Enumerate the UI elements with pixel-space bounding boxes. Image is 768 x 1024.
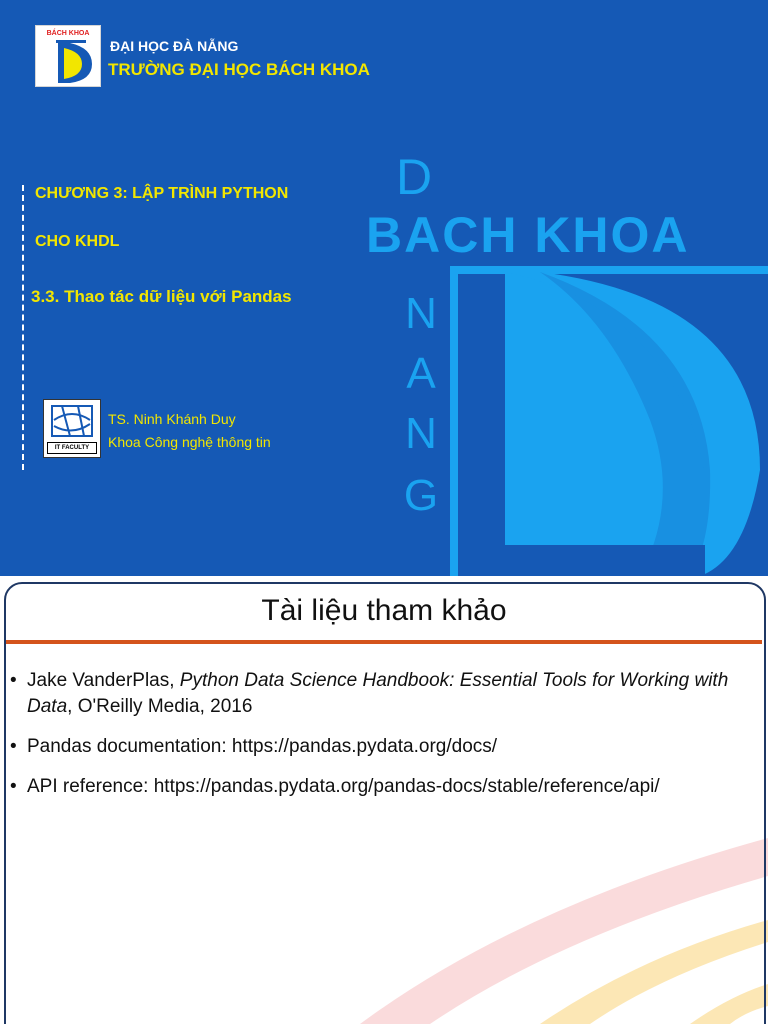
- references-slide: [0, 576, 768, 1024]
- university-logo: [35, 25, 101, 87]
- bullet-icon: •: [10, 736, 17, 757]
- ref-pandas-docs: Pandas documentation: https://pandas.pydata.org/docs/: [27, 736, 498, 757]
- section-title: 3.3. Thao tác dữ liệu với Pandas: [31, 287, 292, 306]
- ref-publisher: , O'Reilly Media, 2016: [67, 696, 253, 717]
- watermark-letter-g: G: [403, 471, 439, 520]
- list-item: [8, 734, 748, 760]
- bullet-icon: •: [10, 776, 17, 797]
- chapter-title-line2: CHO KHDL: [35, 233, 120, 250]
- faculty-logo-label: IT FACULTY: [47, 442, 97, 454]
- watermark-letter-n2: N: [405, 409, 437, 458]
- faculty-logo-icon: [44, 400, 100, 444]
- watermark-letter-d: D: [396, 149, 433, 205]
- department-name: Khoa Công nghệ thông tin: [108, 434, 271, 450]
- watermark-letter-n: N: [405, 289, 437, 338]
- slide-title: Tài liệu tham khảo: [261, 594, 507, 627]
- it-faculty-logo: [43, 399, 101, 458]
- bullet-icon: •: [10, 670, 17, 691]
- university-name: ĐẠI HỌC ĐÀ NẴNG: [110, 38, 239, 54]
- author-name: TS. Ninh Khánh Duy: [108, 411, 236, 427]
- ref-api-reference: API reference: https://pandas.pydata.org/pandas-docs/stable/reference/api/: [27, 776, 660, 797]
- logo-d-icon: [36, 26, 100, 86]
- list-item: [8, 668, 748, 720]
- ref-book-title: Python Data Science Handbook: Essential Tools for Working with Data: [27, 670, 729, 717]
- ref-author: Jake VanderPlas,: [27, 670, 180, 691]
- watermark-letter-a: A: [406, 349, 436, 398]
- reference-list: [8, 668, 748, 814]
- divider: [22, 185, 24, 470]
- watermark-bach-khoa: BACH KHOA: [366, 207, 690, 263]
- list-item: [8, 774, 748, 800]
- chapter-title-line1: CHƯƠNG 3: LẬP TRÌNH PYTHON: [35, 185, 289, 202]
- title-rule: [6, 640, 762, 644]
- logo-label: BÁCH KHOA: [46, 30, 90, 37]
- school-name: TRƯỜNG ĐẠI HỌC BÁCH KHOA: [108, 60, 370, 79]
